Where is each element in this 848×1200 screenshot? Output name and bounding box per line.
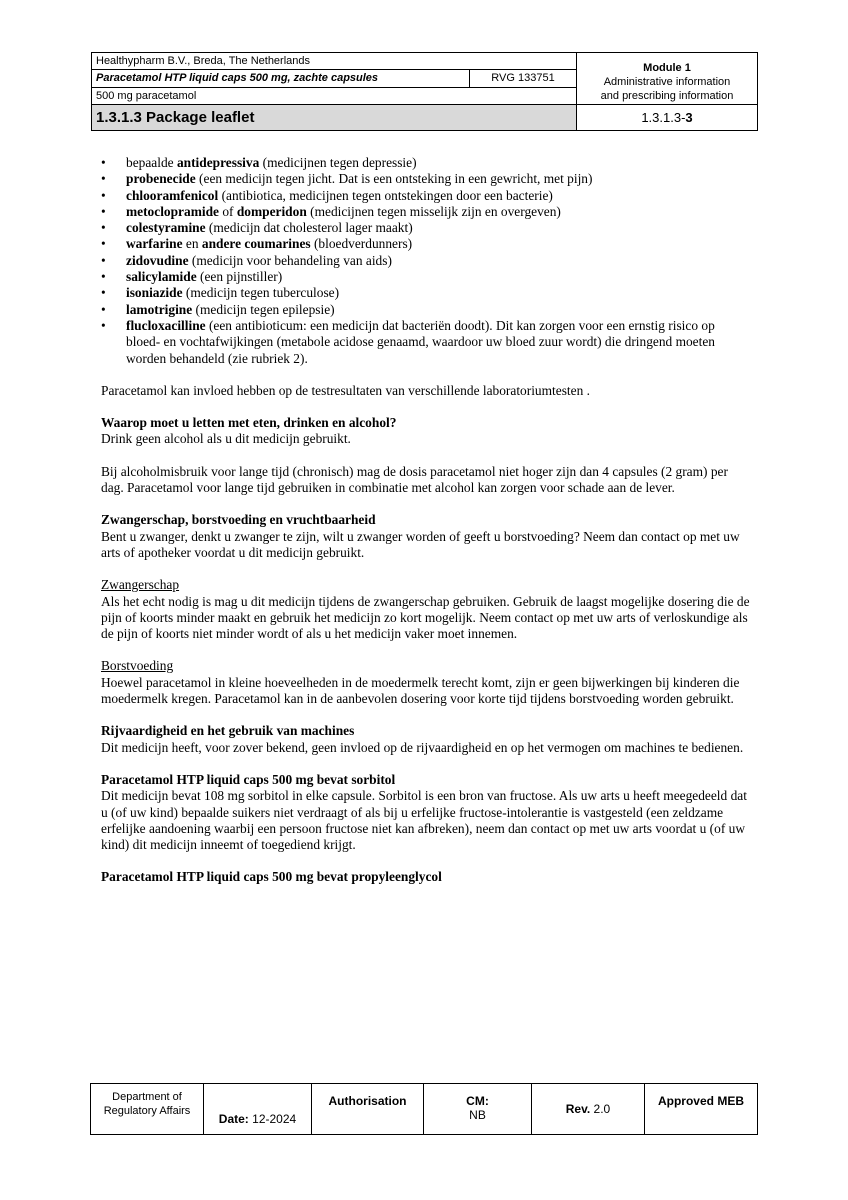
module-info bbox=[577, 53, 758, 105]
document-footer bbox=[90, 1083, 758, 1135]
item-text: bepaalde bbox=[126, 155, 177, 170]
bullet-symbol: • bbox=[101, 171, 106, 187]
bullet-symbol: • bbox=[101, 269, 106, 285]
drug-name: probenecide bbox=[126, 171, 196, 187]
bullet-symbol: • bbox=[101, 285, 106, 301]
item-text: of bbox=[218, 203, 237, 219]
company-name: Healthypharm B.V., Breda, The Netherlands bbox=[92, 53, 577, 70]
bullet-symbol: • bbox=[101, 317, 106, 333]
approved-cell: Approved MEB bbox=[645, 1084, 758, 1135]
food-text: Drink geen alcohol als u dit medicijn gebruikt. bbox=[101, 431, 351, 447]
list-item bbox=[101, 318, 751, 367]
drug-name: zidovudine bbox=[126, 252, 189, 268]
cm-value: NB bbox=[469, 1108, 486, 1122]
page-prefix: 1.3.1.3- bbox=[641, 109, 686, 125]
zwangerschap-text: Als het echt nodig is mag u dit medicijn tijdens de zwangerschap gebruiken. Gebruik de laagst mogelijke dosering die de pijn of koorts minder maakt en gebruik het medicijn zo kort mogelijk. Neem contact op met uw arts of verloskundige als de pijn of koorts niet minder wordt of als u het medicijn vaker moet innemen. bbox=[101, 593, 750, 642]
bullet-symbol: • bbox=[101, 301, 106, 317]
cm-label: CM: bbox=[466, 1094, 489, 1108]
department-line-2: Regulatory Affairs bbox=[103, 1105, 191, 1117]
date-value: 12-2024 bbox=[248, 1112, 297, 1126]
page-number bbox=[577, 105, 758, 131]
list-item bbox=[101, 302, 751, 318]
bullet-symbol: • bbox=[101, 236, 106, 252]
item-text: (medicijn tegen tuberculose) bbox=[182, 285, 340, 301]
driving-text: Dit medicijn heeft, voor zover bekend, geen invloed op de rijvaardigheid en op het vermogen om machines te bedienen. bbox=[101, 739, 744, 755]
item-text: (een antibioticum: een medicijn dat bacteriën doodt). Dit kan zorgen voor een ernstig risico op bloed- en vochtafwijkingen (metabole acidose genaamd, waardoor uw bloed zuur wordt) die dringend moeten worden behandeld (zie rubriek 2). bbox=[126, 317, 715, 366]
borstvoeding-heading: Borstvoeding bbox=[101, 658, 174, 674]
cm-cell bbox=[424, 1084, 532, 1135]
alcohol-text: Bij alcoholmisbruik voor lange tijd (chronisch) mag de dosis paracetamol niet hoger zijn dan 4 capsules (2 gram) per dag. Paracetamol voor lange tijd gebruiken in combinatie met alcohol kan zorgen voor schade aan de lever. bbox=[101, 463, 728, 496]
item-text: (bloedverdunners) bbox=[310, 236, 413, 252]
drug-name: warfarine bbox=[126, 236, 183, 252]
module-title: Module 1 bbox=[643, 62, 691, 74]
date-label: Date: bbox=[218, 1112, 249, 1126]
item-text: (medicijn dat cholesterol lager maakt) bbox=[205, 220, 413, 236]
list-item bbox=[101, 188, 751, 204]
list-item bbox=[101, 236, 751, 252]
propylene-glycol-heading: Paracetamol HTP liquid caps 500 mg bevat propyleenglycol bbox=[101, 869, 442, 885]
interaction-list bbox=[101, 155, 751, 367]
pregnancy-text: Bent u zwanger, denkt u zwanger te zijn, wilt u zwanger worden of geeft u borstvoeding? Neem dan contact op met uw arts of apotheker voordat u dit medicijn gebruikt. bbox=[101, 528, 740, 560]
department-cell bbox=[91, 1084, 204, 1135]
item-text: (een pijnstiller) bbox=[196, 269, 283, 285]
bullet-symbol: • bbox=[101, 187, 106, 203]
list-item bbox=[101, 155, 751, 171]
drug-name: lamotrigine bbox=[126, 301, 193, 317]
leaflet-content bbox=[101, 155, 751, 886]
borstvoeding-text: Hoewel paracetamol in kleine hoeveelheden in de moedermelk terecht komt, zijn er geen bijwerkingen bij kinderen die moedermelk kregen. Paracetamol kan in de aanbevolen dosering voor korte tijd tijdens borstvoeding worden gebruikt. bbox=[101, 674, 740, 707]
product-name: Paracetamol HTP liquid caps 500 mg, zachte capsules bbox=[92, 70, 470, 87]
drug-name: andere coumarines bbox=[201, 236, 311, 252]
drug-name: isoniazide bbox=[126, 285, 183, 301]
rev-value: 2.0 bbox=[590, 1102, 611, 1116]
zwangerschap-heading: Zwangerschap bbox=[101, 577, 180, 593]
list-item bbox=[101, 171, 751, 187]
revision-cell bbox=[532, 1084, 645, 1135]
list-item bbox=[101, 253, 751, 269]
drug-name: salicylamide bbox=[126, 269, 197, 285]
drug-name: colestyramine bbox=[126, 220, 206, 236]
drug-name: antidepressiva bbox=[176, 155, 260, 170]
authorisation-cell: Authorisation bbox=[312, 1084, 424, 1135]
item-text: (medicijnen tegen misselijk zijn en overgeven) bbox=[306, 203, 561, 219]
page-number-value: 3 bbox=[685, 109, 693, 125]
drug-name: metoclopramide bbox=[126, 203, 219, 219]
sorbitol-text: Dit medicijn bevat 108 mg sorbitol in elke capsule. Sorbitol is een bron van fructose. Als uw arts u heeft meegedeeld dat u (of uw kind) bepaalde suikers niet verdraagt of als bij u erfelijke fructose-intolerantie is vastgesteld (een zeldzame erfelijke aandoening waarbij een persoon fructose niet kan afbreken), neem dan contact op met uw arts voordat u (of uw kind) dit medicijn inneemt of toegediend krijgt. bbox=[101, 788, 747, 853]
item-text: (medicijnen tegen depressie) bbox=[259, 155, 417, 170]
list-item bbox=[101, 269, 751, 285]
item-text: (een medicijn tegen jicht. Dat is een ontsteking in een gewricht, met pijn) bbox=[195, 171, 593, 187]
pregnancy-heading: Zwangerschap, borstvoeding en vruchtbaarheid bbox=[101, 512, 376, 528]
bullet-symbol: • bbox=[101, 220, 106, 236]
sorbitol-heading: Paracetamol HTP liquid caps 500 mg bevat sorbitol bbox=[101, 771, 396, 787]
item-text: en bbox=[182, 236, 202, 252]
item-text: (medicijn tegen epilepsie) bbox=[192, 301, 335, 317]
active-substance: 500 mg paracetamol bbox=[92, 87, 577, 104]
item-text: (medicijn voor behandeling van aids) bbox=[188, 252, 392, 268]
module-line-1: Administrative information bbox=[603, 76, 731, 88]
rev-label: Rev. bbox=[565, 1102, 591, 1116]
drug-name: domperidon bbox=[236, 203, 307, 219]
food-heading: Waarop moet u letten met eten, drinken en alcohol? bbox=[101, 415, 397, 431]
driving-heading: Rijvaardigheid en het gebruik van machines bbox=[101, 723, 355, 739]
drug-name: flucloxacilline bbox=[126, 317, 206, 333]
bullet-symbol: • bbox=[101, 155, 106, 170]
rvg-number: RVG 133751 bbox=[470, 70, 577, 87]
lab-test-note: Paracetamol kan invloed hebben op de testresultaten van verschillende laboratoriumtesten . bbox=[101, 382, 590, 398]
list-item bbox=[101, 220, 751, 236]
document-header bbox=[91, 52, 758, 131]
bullet-symbol: • bbox=[101, 252, 106, 268]
list-item bbox=[101, 285, 751, 301]
bullet-symbol: • bbox=[101, 203, 106, 219]
item-text: (antibiotica, medicijnen tegen ontstekingen door een bacterie) bbox=[218, 187, 553, 203]
department-line-1: Department of bbox=[112, 1091, 182, 1103]
date-cell bbox=[204, 1084, 312, 1135]
drug-name: chlooramfenicol bbox=[126, 187, 219, 203]
section-title: 1.3.1.3 Package leaflet bbox=[92, 105, 577, 131]
module-line-2: and prescribing information bbox=[600, 90, 734, 102]
list-item bbox=[101, 204, 751, 220]
